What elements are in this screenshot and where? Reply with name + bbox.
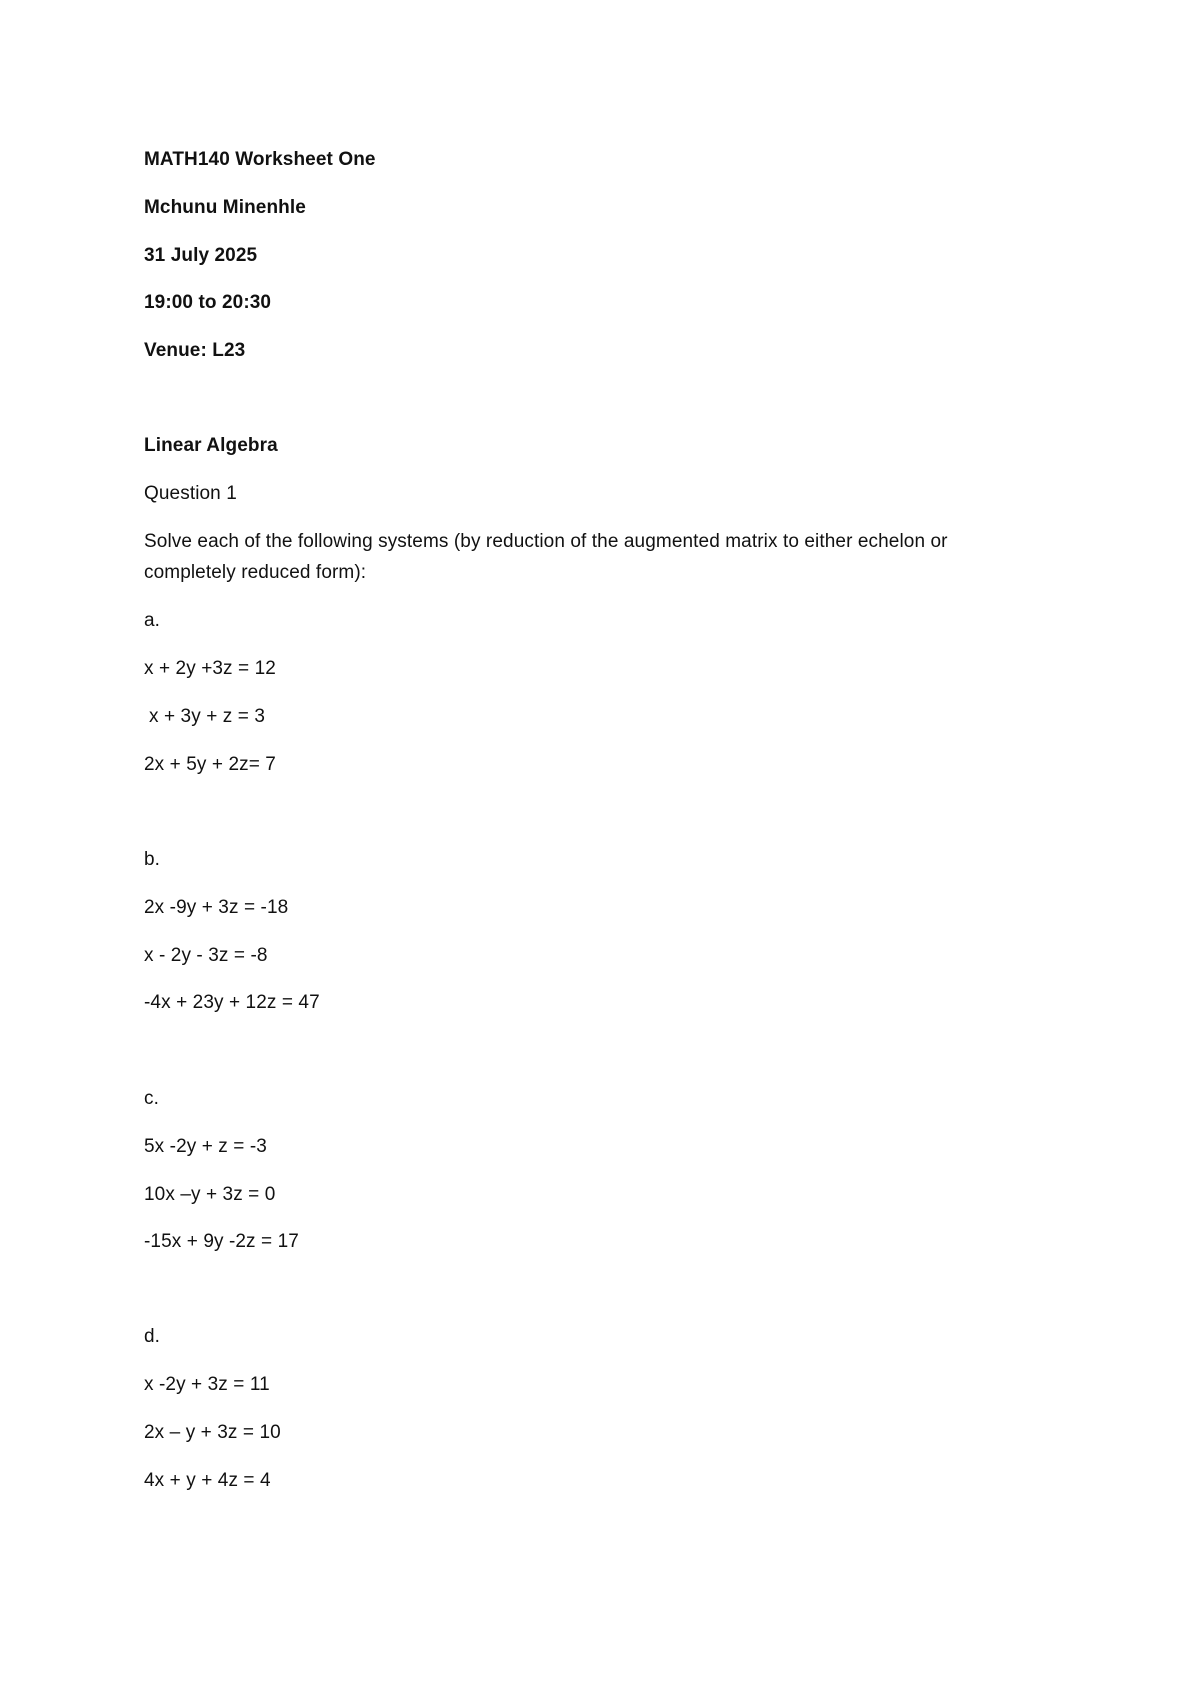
part-b-label: b. [144, 849, 161, 870]
student-name: Mchunu Minenhle [144, 197, 306, 218]
worksheet-venue: Venue: L23 [144, 340, 246, 361]
instruction-line-2: completely reduced form): [144, 562, 367, 583]
part-a-equation-2: x + 3y + z = 3 [149, 706, 265, 727]
instruction-line-1: Solve each of the following systems (by reduction of the augmented matrix to either echelon or [144, 531, 948, 552]
part-c-label: c. [144, 1088, 159, 1109]
part-d-equation-2: 2x – y + 3z = 10 [144, 1422, 281, 1443]
part-a-label: a. [144, 610, 161, 631]
part-c-equation-2: 10x –y + 3z = 0 [144, 1184, 276, 1205]
part-c-equation-1: 5x -2y + z = -3 [144, 1136, 267, 1157]
part-d-label: d. [144, 1326, 161, 1347]
worksheet-time: 19:00 to 20:30 [144, 292, 272, 313]
part-b-equation-1: 2x -9y + 3z = -18 [144, 897, 289, 918]
part-b-equation-3: -4x + 23y + 12z = 47 [144, 992, 320, 1013]
part-a-equation-1: x + 2y +3z = 12 [144, 658, 276, 679]
part-b-equation-2: x - 2y - 3z = -8 [144, 945, 268, 966]
part-c-equation-3: -15x + 9y -2z = 17 [144, 1231, 299, 1252]
worksheet-date: 31 July 2025 [144, 245, 258, 266]
worksheet-title: MATH140 Worksheet One [144, 149, 376, 170]
section-heading: Linear Algebra [144, 435, 278, 456]
part-a-equation-3: 2x + 5y + 2z= 7 [144, 754, 276, 775]
part-d-equation-3: 4x + y + 4z = 4 [144, 1470, 271, 1491]
question-label: Question 1 [144, 483, 237, 504]
part-d-equation-1: x -2y + 3z = 11 [144, 1374, 270, 1395]
